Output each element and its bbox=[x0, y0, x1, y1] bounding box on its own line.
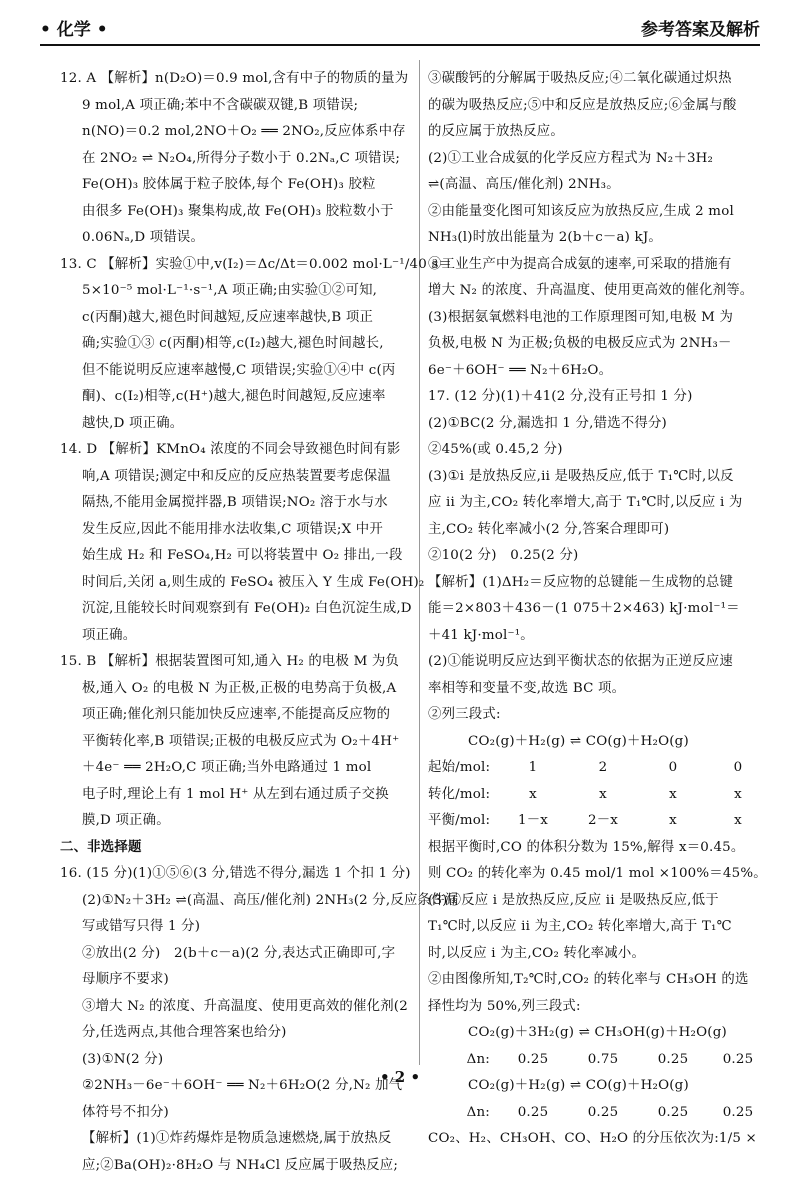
table-cell: 1 bbox=[498, 755, 568, 782]
table-cell: 转化/mol: bbox=[428, 782, 498, 809]
text-line: 16. (15 分)(1)①⑤⑥(3 分,错选不得分,漏选 1 个扣 1 分) bbox=[60, 861, 396, 888]
table-cell: 0 bbox=[638, 755, 708, 782]
last-line: CO₂、H₂、CH₃OH、CO、H₂O 的分压依次为:1/5 × bbox=[428, 1126, 764, 1153]
text-line: n(NO)＝0.2 mol,2NO＋O₂ ══ 2NO₂,反应体系中存 bbox=[60, 119, 396, 146]
table-cell: x bbox=[708, 782, 768, 809]
text-line: (2)①能说明反应达到平衡状态的依据为正逆反应速 bbox=[428, 649, 764, 676]
text-line: 的反应属于放热反应。 bbox=[428, 119, 764, 146]
table-row bbox=[428, 808, 764, 835]
text-line: 在 2NO₂ ⇌ N₂O₄,所得分子数小于 0.2Nₐ,C 项错误; bbox=[60, 146, 396, 173]
text-line: 项正确。 bbox=[60, 623, 396, 650]
text-line: 项正确;催化剂只能加快反应速率,不能提高反应物的 bbox=[60, 702, 396, 729]
table-cell: 0 bbox=[708, 755, 768, 782]
text-line: ＋4e⁻ ══ 2H₂O,C 项正确;当外电路通过 1 mol bbox=[60, 755, 396, 782]
reaction2-equation: CO₂(g)＋H₂(g) ⇌ CO(g)＋H₂O(g) bbox=[428, 1073, 764, 1100]
delta-cell: 0.25 bbox=[498, 1047, 568, 1074]
left-column bbox=[60, 66, 396, 1179]
text-line: 电子时,理论上有 1 mol H⁺ 从左到右通过质子交换 bbox=[60, 782, 396, 809]
table-cell: 平衡/mol: bbox=[428, 808, 498, 835]
delta-cell: Δn: bbox=[428, 1047, 498, 1074]
table-cell: 2 bbox=[568, 755, 638, 782]
text-line: 越快,D 项正确。 bbox=[60, 411, 396, 438]
text-line: ②由图像所知,T₂℃时,CO₂ 的转化率与 CH₃OH 的选 bbox=[428, 967, 764, 994]
delta-cell: 0.25 bbox=[638, 1047, 708, 1074]
text-line: 增大 N₂ 的浓度、升高温度、使用更高效的催化剂等。 bbox=[428, 278, 764, 305]
text-line: Fe(OH)₃ 胶体属于粒子胶体,每个 Fe(OH)₃ 胶粒 bbox=[60, 172, 396, 199]
reaction2-delta bbox=[428, 1100, 764, 1127]
text-line: 应 ii 为主,CO₂ 转化率增大,高于 T₁℃时,以反应 i 为 bbox=[428, 490, 764, 517]
text-line: ②放出(2 分) 2(b＋c－a)(2 分,表达式正确即可,字 bbox=[60, 941, 396, 968]
text-line: 13. C 【解析】实验①中,v(I₂)＝Δc/Δt＝0.002 mol·L⁻¹/40 s＝ bbox=[60, 252, 396, 279]
text-line: 始生成 H₂ 和 FeSO₄,H₂ 可以将装置中 O₂ 排出,一段 bbox=[60, 543, 396, 570]
text-line: 则 CO₂ 的转化率为 0.45 mol/1 mol ×100%＝45%。 bbox=[428, 861, 764, 888]
delta-cell: 0.25 bbox=[498, 1100, 568, 1127]
text-line: 但不能说明反应速率越慢,C 项错误;实验①④中 c(丙 bbox=[60, 358, 396, 385]
text-line: 的碳为吸热反应;⑤中和反应是放热反应;⑥金属与酸 bbox=[428, 93, 764, 120]
text-line: 二、非选择题 bbox=[60, 835, 396, 862]
table-cell: x bbox=[708, 808, 768, 835]
reaction1-equation: CO₂(g)＋3H₂(g) ⇌ CH₃OH(g)＋H₂O(g) bbox=[428, 1020, 764, 1047]
right-text-a bbox=[428, 66, 764, 729]
text-line: 平衡转化率,B 项错误;正极的电极反应式为 O₂＋4H⁺ bbox=[60, 729, 396, 756]
text-line: ③工业生产中为提高合成氨的速率,可采取的措施有 bbox=[428, 252, 764, 279]
text-line: 5×10⁻⁵ mol·L⁻¹·s⁻¹,A 项正确;由实验①②可知, bbox=[60, 278, 396, 305]
text-line: (2)①N₂＋3H₂ ⇌(高温、高压/催化剂) 2NH₃(2 分,反应条件漏 bbox=[60, 888, 396, 915]
text-line: 时间后,关闭 a,则生成的 FeSO₄ 被压入 Y 生成 Fe(OH)₂ bbox=[60, 570, 396, 597]
text-line: (3)根据氨氧燃料电池的工作原理图可知,电极 M 为 bbox=[428, 305, 764, 332]
page-number: • 2 • bbox=[0, 1068, 800, 1086]
text-line: 由很多 Fe(OH)₃ 聚集构成,故 Fe(OH)₃ 胶粒数小于 bbox=[60, 199, 396, 226]
text-line: c(丙酮)越大,褪色时间越短,反应速率越快,B 项正 bbox=[60, 305, 396, 332]
delta-cell: 0.25 bbox=[708, 1100, 768, 1127]
table-row bbox=[428, 782, 764, 809]
text-line: ②列三段式: bbox=[428, 702, 764, 729]
header-divider bbox=[40, 44, 760, 46]
text-line: 根据平衡时,CO 的体积分数为 15%,解得 x＝0.45。 bbox=[428, 835, 764, 862]
text-line: T₁℃时,以反应 ii 为主,CO₂ 转化率增大,高于 T₁℃ bbox=[428, 914, 764, 941]
text-line: (2)①BC(2 分,漏选扣 1 分,错选不得分) bbox=[428, 411, 764, 438]
text-line: 17. (12 分)(1)＋41(2 分,没有正号扣 1 分) bbox=[428, 384, 764, 411]
text-line: (3)①N(2 分) bbox=[60, 1047, 396, 1074]
header-subject: • 化学 • bbox=[40, 15, 108, 40]
text-line: 时,以反应 i 为主,CO₂ 转化率减小。 bbox=[428, 941, 764, 968]
delta-cell: 0.75 bbox=[568, 1047, 638, 1074]
delta-cell: 0.25 bbox=[568, 1100, 638, 1127]
delta-cell: Δn: bbox=[428, 1100, 498, 1127]
text-line: 15. B 【解析】根据装置图可知,通入 H₂ 的电极 M 为负 bbox=[60, 649, 396, 676]
text-line: 体符号不扣分) bbox=[60, 1100, 396, 1127]
table-cell: x bbox=[498, 782, 568, 809]
text-line: 确;实验①③ c(丙酮)相等,c(I₂)越大,褪色时间越长, bbox=[60, 331, 396, 358]
text-line: 【解析】(1)ΔH₂＝反应物的总键能－生成物的总键 bbox=[428, 570, 764, 597]
text-line: ⇌(高温、高压/催化剂) 2NH₃。 bbox=[428, 172, 764, 199]
text-line: 12. A 【解析】n(D₂O)＝0.9 mol,含有中子的物质的量为 bbox=[60, 66, 396, 93]
equilibrium-table bbox=[428, 755, 764, 835]
text-line: 分,任选两点,其他合理答案也给分) bbox=[60, 1020, 396, 1047]
equilibrium-equation: CO₂(g)＋H₂(g) ⇌ CO(g)＋H₂O(g) bbox=[428, 729, 764, 756]
text-line: ②10(2 分) 0.25(2 分) bbox=[428, 543, 764, 570]
text-line: 隔热,不能用金属搅拌器,B 项错误;NO₂ 溶于水与水 bbox=[60, 490, 396, 517]
delta-cell: 0.25 bbox=[638, 1100, 708, 1127]
text-line: 极,通入 O₂ 的电极 N 为正极,正极的电势高于负极,A bbox=[60, 676, 396, 703]
text-line: 负极,电极 N 为正极;负极的电极反应式为 2NH₃－ bbox=[428, 331, 764, 358]
column-divider bbox=[419, 60, 420, 1065]
table-cell: x bbox=[638, 782, 708, 809]
text-line: 主,CO₂ 转化率减小(2 分,答案合理即可) bbox=[428, 517, 764, 544]
text-line: ②由能量变化图可知该反应为放热反应,生成 2 mol bbox=[428, 199, 764, 226]
table-cell: x bbox=[638, 808, 708, 835]
text-line: 择性均为 50%,列三段式: bbox=[428, 994, 764, 1021]
text-line: 应;②Ba(OH)₂·8H₂O 与 NH₄Cl 反应属于吸热反应; bbox=[60, 1153, 396, 1179]
text-line: 写或错写只得 1 分) bbox=[60, 914, 396, 941]
table-cell: x bbox=[568, 782, 638, 809]
page-header bbox=[40, 14, 760, 40]
text-line: ＋41 kJ·mol⁻¹。 bbox=[428, 623, 764, 650]
text-line: ③增大 N₂ 的浓度、升高温度、使用更高效的催化剂(2 bbox=[60, 994, 396, 1021]
text-line: 率相等和变量不变,故选 BC 项。 bbox=[428, 676, 764, 703]
text-line: (3)①i 是放热反应,ii 是吸热反应,低于 T₁℃时,以反 bbox=[428, 464, 764, 491]
text-line: 酮)、c(I₂)相等,c(H⁺)越大,褪色时间越短,反应速率 bbox=[60, 384, 396, 411]
text-line: ③碳酸钙的分解属于吸热反应;④二氧化碳通过炽热 bbox=[428, 66, 764, 93]
text-line: ②2NH₃－6e⁻＋6OH⁻ ══ N₂＋6H₂O(2 分,N₂ 加气 bbox=[60, 1073, 396, 1100]
delta-cell: 0.25 bbox=[708, 1047, 768, 1074]
right-column bbox=[428, 66, 764, 1153]
text-line: ②45%(或 0.45,2 分) bbox=[428, 437, 764, 464]
text-line: 【解析】(1)①炸药爆炸是物质急速燃烧,属于放热反 bbox=[60, 1126, 396, 1153]
table-cell: 起始/mol: bbox=[428, 755, 498, 782]
text-line: (2)①工业合成氨的化学反应方程式为 N₂＋3H₂ bbox=[428, 146, 764, 173]
text-line: 响,A 项错误;测定中和反应的反应热装置要考虑保温 bbox=[60, 464, 396, 491]
text-line: 母顺序不要求) bbox=[60, 967, 396, 994]
text-line: 6e⁻＋6OH⁻ ══ N₂＋6H₂O。 bbox=[428, 358, 764, 385]
text-line: 能＝2×803＋436－(1 075＋2×463) kJ·mol⁻¹＝ bbox=[428, 596, 764, 623]
table-cell: 1－x bbox=[498, 808, 568, 835]
table-row bbox=[428, 755, 764, 782]
text-line: NH₃(l)时放出能量为 2(b＋c－a) kJ。 bbox=[428, 225, 764, 252]
header-title: 参考答案及解析 bbox=[641, 15, 760, 40]
right-text-b bbox=[428, 835, 764, 1021]
text-line: 0.06Nₐ,D 项错误。 bbox=[60, 225, 396, 252]
text-line: 9 mol,A 项正确;苯中不含碳碳双键,B 项错误; bbox=[60, 93, 396, 120]
text-line: (3)①反应 i 是放热反应,反应 ii 是吸热反应,低于 bbox=[428, 888, 764, 915]
text-line: 膜,D 项正确。 bbox=[60, 808, 396, 835]
text-line: 14. D 【解析】KMnO₄ 浓度的不同会导致褪色时间有影 bbox=[60, 437, 396, 464]
text-line: 沉淀,且能较长时间观察到有 Fe(OH)₂ 白色沉淀生成,D bbox=[60, 596, 396, 623]
table-cell: 2－x bbox=[568, 808, 638, 835]
text-line: 发生反应,因此不能用排水法收集,C 项错误;X 中开 bbox=[60, 517, 396, 544]
